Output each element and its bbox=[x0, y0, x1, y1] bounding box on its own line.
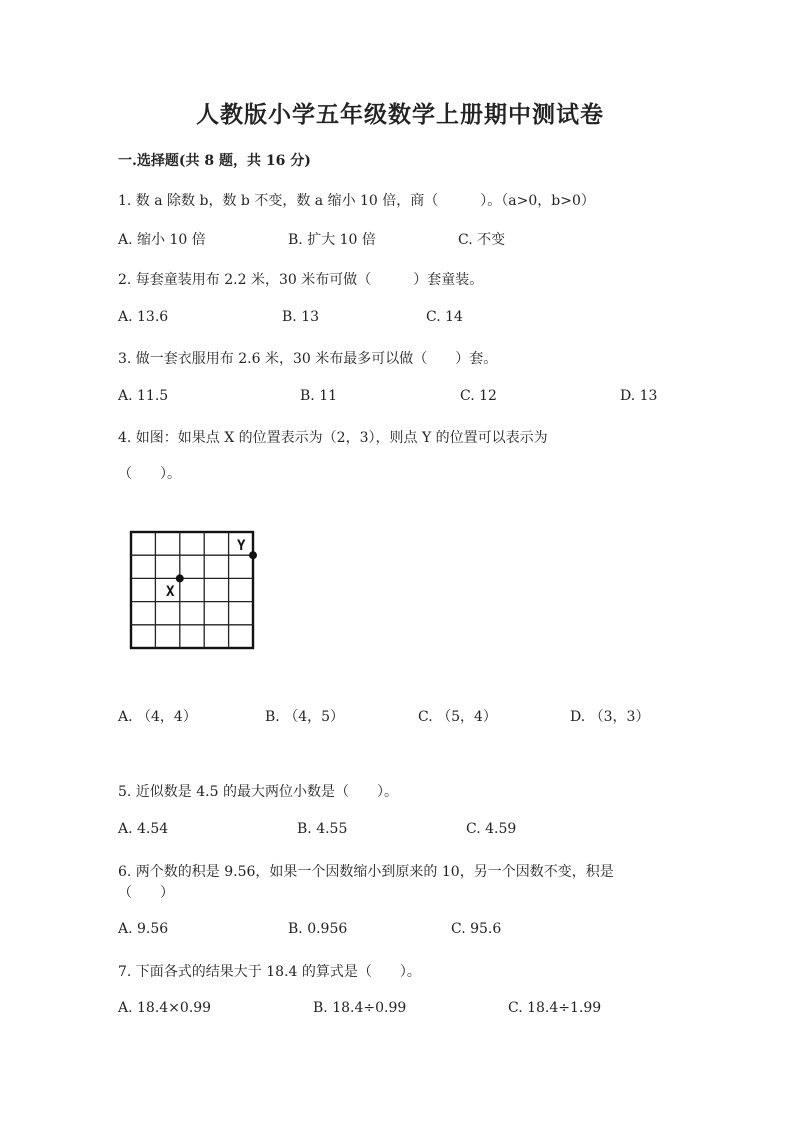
question-6-stem-cont: （ ） bbox=[118, 885, 174, 901]
question-6-option-c: C. 95.6 bbox=[451, 921, 502, 937]
question-2-option-a: A. 13.6 bbox=[118, 309, 169, 325]
question-4-option-d: D. （3，3） bbox=[570, 709, 650, 725]
question-5-option-b: B. 4.55 bbox=[297, 821, 348, 837]
question-5-option-c: C. 4.59 bbox=[466, 821, 517, 837]
question-2-stem: 2. 每套童装用布 2.2 米，30 米布可做（ ）套童装。 bbox=[118, 272, 484, 288]
question-7-option-b: B. 18.4÷0.99 bbox=[313, 1000, 407, 1016]
question-1-option-b: B. 扩大 10 倍 bbox=[288, 232, 376, 248]
grid-svg bbox=[128, 528, 260, 652]
question-4-option-b: B. （4，5） bbox=[265, 709, 345, 725]
question-4-option-a: A. （4，4） bbox=[118, 709, 197, 725]
question-3-option-a: A. 11.5 bbox=[118, 388, 169, 404]
point-x-label: X bbox=[166, 584, 175, 600]
question-6-stem: 6. 两个数的积是 9.56，如果一个因数缩小到原来的 10，另一个因数不变，积是 bbox=[118, 864, 614, 880]
question-1-option-a: A. 缩小 10 倍 bbox=[118, 232, 206, 248]
question-3-option-c: C. 12 bbox=[460, 388, 497, 404]
question-7-option-c: C. 18.4÷1.99 bbox=[508, 1000, 602, 1016]
question-3-option-d: D. 13 bbox=[620, 388, 658, 404]
question-1-option-c: C. 不变 bbox=[458, 232, 506, 248]
question-6-option-a: A. 9.56 bbox=[118, 921, 169, 937]
question-4-option-c: C. （5，4） bbox=[418, 709, 497, 725]
point-y bbox=[249, 551, 257, 559]
question-3-stem: 3. 做一套衣服用布 2.6 米，30 米布最多可以做（ ）套。 bbox=[118, 351, 498, 367]
question-2-option-b: B. 13 bbox=[282, 309, 320, 325]
question-1-stem: 1. 数 a 除数 b，数 b 不变，数 a 缩小 10 倍，商（ ）。（a>0，b>0） bbox=[118, 193, 595, 209]
question-3-option-b: B. 11 bbox=[300, 388, 338, 404]
question-4-stem-cont: （ ）。 bbox=[118, 466, 181, 482]
question-2-option-c: C. 14 bbox=[426, 309, 463, 325]
question-5-option-a: A. 4.54 bbox=[118, 821, 169, 837]
grid-border bbox=[131, 532, 253, 648]
section-heading: 一.选择题(共 8 题，共 16 分) bbox=[118, 153, 311, 169]
question-5-stem: 5. 近似数是 4.5 的最大两位小数是（ ）。 bbox=[118, 784, 398, 800]
page-title: 人教版小学五年级数学上册期中测试卷 bbox=[196, 101, 604, 128]
question-6-option-b: B. 0.956 bbox=[288, 921, 348, 937]
question-7-option-a: A. 18.4×0.99 bbox=[118, 1000, 212, 1016]
point-y-label: Y bbox=[237, 538, 246, 554]
coordinate-grid-figure bbox=[128, 528, 260, 652]
point-x bbox=[176, 574, 184, 582]
question-4-stem: 4. 如图：如果点 X 的位置表示为（2，3），则点 Y 的位置可以表示为 bbox=[118, 430, 548, 446]
question-7-stem: 7. 下面各式的结果大于 18.4 的算式是（ ）。 bbox=[118, 964, 421, 980]
